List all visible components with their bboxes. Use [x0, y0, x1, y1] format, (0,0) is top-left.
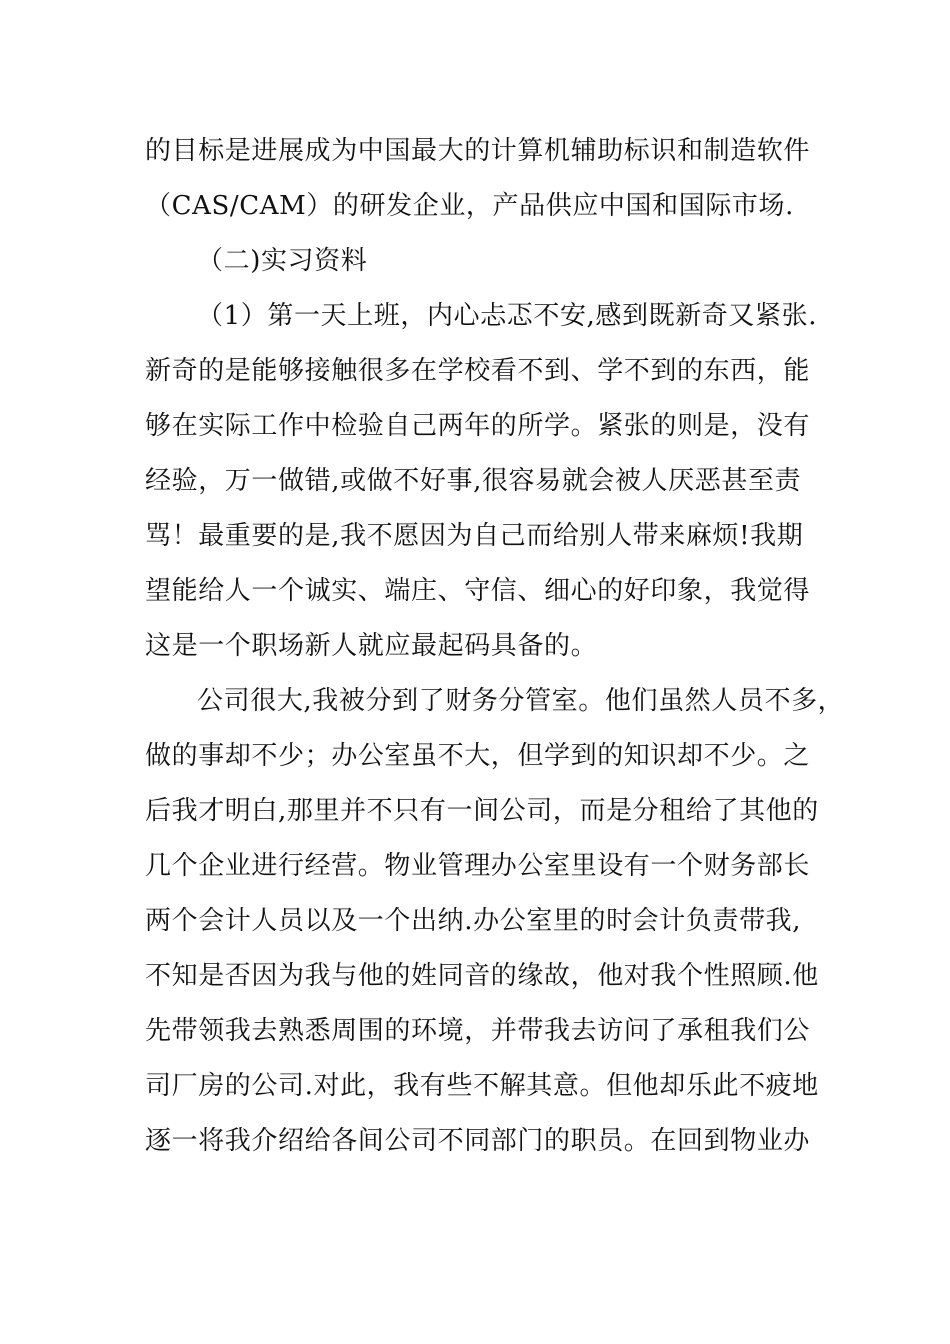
text-line-1: 的目标是进展成为中国最大的计算机辅助标识和制造软件: [145, 136, 811, 166]
text-line-11: 公司很大,我被分到了财务分管室。他们虽然人员不多，: [197, 686, 845, 716]
text-line-7: 经验，万一做错,或做不好事,很容易就会被人厌恶甚至责: [145, 466, 802, 496]
text-line-16: 不知是否因为我与他的姓同音的缘故，他对我个性照顾.他: [145, 961, 819, 991]
text-line-17: 先带领我去熟悉周围的环境，并带我去访问了承租我们公: [145, 1016, 811, 1046]
text-line-5: 新奇的是能够接触很多在学校看不到、学不到的东西，能: [145, 356, 811, 386]
text-line-13: 后我才明白,那里并不只有一间公司，而是分租给了其他的: [145, 796, 819, 826]
section-heading: （二)实习资料: [197, 246, 368, 276]
text-line-19: 逐一将我介绍给各间公司不同部门的职员。在回到物业办: [145, 1126, 811, 1156]
text-line-9: 望能给人一个诚实、端庄、守信、细心的好印象，我觉得: [145, 576, 811, 606]
text-line-2: （CAS/CAM）的研发企业，产品供应中国和国际市场.: [145, 191, 794, 221]
text-line-10: 这是一个职场新人就应最起码具备的。: [145, 631, 598, 661]
text-line-12: 做的事却不少；办公室虽不大，但学到的知识却不少。之: [145, 741, 811, 771]
text-line-6: 够在实际工作中检验自己两年的所学。紧张的则是，没有: [145, 411, 811, 441]
text-line-18: 司厂房的公司.对此，我有些不解其意。但他却乐此不疲地: [145, 1071, 819, 1101]
text-line-15: 两个会计人员以及一个出纳.办公室里的时会计负责带我,: [145, 906, 802, 936]
text-line-4: （1）第一天上班，内心忐忑不安,感到既新奇又紧张.: [197, 301, 818, 331]
text-line-8: 骂！最重要的是,我不愿因为自己而给别人带来麻烦!我期: [145, 521, 804, 551]
text-line-14: 几个企业进行经营。物业管理办公室里设有一个财务部长: [145, 851, 811, 881]
